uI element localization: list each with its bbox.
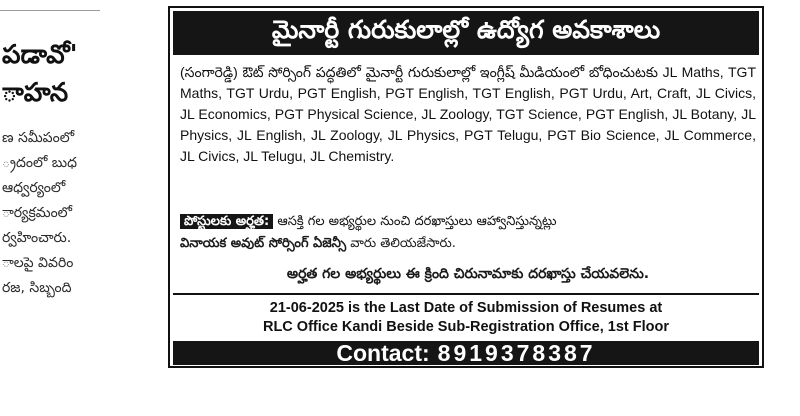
contact-label: Contact:	[336, 339, 430, 366]
agency-name: వినాయక అవుట్ సోర్సింగ్ ఏజెన్సీ	[180, 236, 347, 251]
apply-note: అర్హత గల అభ్యర్థులు ఈ క్రింది చిరునామాకు దరఖాస్తు చేయవలెను.	[286, 266, 650, 282]
deadline-line-2: RLC Office Kandi Beside Sub-Registration Office, 1st Floor	[262, 319, 670, 335]
deadline-line-1: 21-06-2025 is the Last Date of Submission of Resumes at	[269, 300, 663, 316]
ad-title: మైనార్టీ గురుకులాల్లో ఉద్యోగ అవకాశాలు	[173, 11, 759, 55]
article-body-line: ర్వహించారు.	[2, 230, 72, 246]
article-headline-line-1: పడావో'	[2, 40, 78, 70]
column-rule	[0, 10, 100, 11]
posts-eligibility-text: ఆసక్తి గల అభ్యర్థుల నుంచి దరఖాస్తులు ఆహ్వానిస్తున్నట్లు	[277, 214, 557, 229]
job-advertisement	[168, 6, 764, 368]
agency-line	[180, 234, 756, 254]
ad-intro-text: (సంగారెడ్డి) ఔట్ సోర్సింగ్ పద్ధతిలో మైనార్టీ గురుకులాల్లో ఇంగ్లీష్ మీడియంలో బోధించుటకు JL Maths, TGT Maths, TGT Urdu, PGT English, PGT English, TGT English, PGT Urdu, Art, Craft, JL Civics, JL Economics, PGT Physical Science, JL Zoology, TGT Science, PGT English, JL Botany, JL Physics, JL English, JL Zoology, JL Physics, PGT Telugu, PGT Bio Science, JL Commerce, JL Civics, JL Telugu, JL Chemistry.	[180, 64, 756, 164]
article-body-line: ార్యక్రమంలో	[2, 205, 73, 221]
deadline-notice	[173, 299, 759, 337]
article-headline-line-2: ాహన	[2, 78, 69, 108]
adjacent-article	[0, 0, 160, 416]
article-body-line: ఆధ్వర్యంలో	[2, 180, 66, 196]
agency-text: వారు తెలియజేసారు.	[350, 236, 456, 251]
article-body-line: ాలపై వివరిం	[2, 255, 74, 271]
ad-divider	[173, 293, 759, 295]
article-body-line: ణ సమీపంలో	[2, 130, 75, 146]
posts-eligibility-line	[180, 212, 756, 232]
posts-eligibility-label: పోస్టులకు అర్హత:	[180, 214, 273, 229]
article-body-line: ్రదంలో బుధ	[2, 155, 78, 171]
contact-bar	[173, 341, 759, 365]
contact-phone-number[interactable]: 8919378387	[437, 339, 596, 366]
article-body-line: రజ, సిబ్బంది	[2, 280, 72, 296]
